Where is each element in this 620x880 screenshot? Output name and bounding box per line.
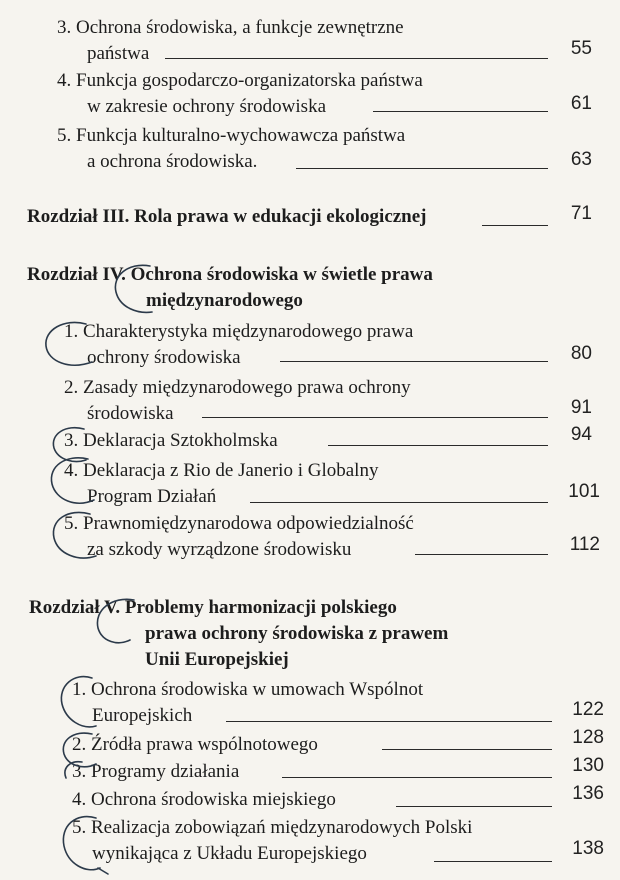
chapter-heading: Rozdział IV. Ochrona środowiska w świetle prawa bbox=[27, 264, 433, 285]
page-number: 128 bbox=[572, 727, 604, 748]
page-number: 94 bbox=[570, 424, 592, 445]
toc-entry-text: 1. Ochrona środowiska w umowach Wspólnot bbox=[72, 679, 424, 700]
toc-entry-text: środowiska bbox=[87, 403, 174, 424]
toc-entry-text: 5. Prawnomiędzynarodowa odpowiedzialność bbox=[64, 513, 414, 534]
pen-circle-mark bbox=[97, 599, 134, 642]
pen-circle-mark bbox=[115, 265, 152, 312]
page-number: 112 bbox=[569, 534, 600, 555]
toc-entry-text: 2. Źródła prawa wspólnotowego bbox=[72, 734, 318, 755]
page-number: 91 bbox=[570, 397, 592, 418]
page-number: 63 bbox=[570, 149, 592, 170]
pen-circle-mark bbox=[53, 512, 96, 558]
page-number: 55 bbox=[570, 38, 592, 59]
page-number: 80 bbox=[570, 343, 592, 364]
page-number: 130 bbox=[572, 755, 604, 776]
toc-entry-text: ochrony środowiska bbox=[87, 347, 241, 368]
pen-circle-mark bbox=[51, 458, 94, 503]
toc-entry-text: Europejskich bbox=[92, 705, 193, 726]
pen-circle-mark bbox=[61, 677, 96, 727]
toc-entry-text: 4. Deklaracja z Rio de Janerio i Globalny bbox=[64, 460, 379, 481]
chapter-heading: Rozdział III. Rola prawa w edukacji ekologicznej bbox=[27, 206, 427, 227]
toc-entry-text: państwa bbox=[87, 43, 150, 64]
toc-entry-text: 5. Funkcja kulturalno-wychowawcza państwa bbox=[57, 125, 406, 146]
pen-circle-mark bbox=[53, 428, 86, 462]
toc-entry-text: 3. Ochrona środowiska, a funkcje zewnętrzne bbox=[57, 17, 404, 38]
toc-entry-text: w zakresie ochrony środowiska bbox=[87, 96, 327, 117]
toc-entry-text: Program Działań bbox=[87, 486, 217, 507]
pen-circle-mark bbox=[98, 868, 108, 874]
toc-entry-text: 4. Funkcja gospodarczo-organizatorska państwa bbox=[57, 70, 423, 91]
pen-circle-mark bbox=[46, 322, 92, 365]
chapter-heading: prawa ochrony środowiska z prawem bbox=[145, 623, 449, 644]
toc-entry-text: 2. Zasady międzynarodowego prawa ochrony bbox=[64, 377, 411, 398]
page-number: 71 bbox=[570, 203, 592, 224]
page-number: 138 bbox=[572, 838, 604, 859]
pen-circle-mark bbox=[63, 817, 100, 870]
toc-entry-text: wynikająca z Układu Europejskiego bbox=[92, 843, 367, 864]
page-number: 61 bbox=[570, 93, 592, 114]
toc-entry-text: za szkody wyrządzone środowisku bbox=[87, 539, 352, 560]
toc-entry-text: a ochrona środowiska. bbox=[87, 151, 258, 172]
toc-entry-text: 4. Ochrona środowiska miejskiego bbox=[72, 789, 336, 810]
chapter-heading: międzynarodowego bbox=[146, 290, 303, 311]
chapter-heading: Rozdział V. Problemy harmonizacji polskiego bbox=[29, 597, 397, 618]
chapter-heading: Unii Europejskiej bbox=[145, 649, 289, 670]
toc-entry-text: 1. Charakterystyka międzynarodowego prawa bbox=[64, 321, 414, 342]
toc-entry-text: 5. Realizacja zobowiązań międzynarodowych Polski bbox=[72, 817, 473, 838]
toc-entry-text: 3. Programy działania bbox=[72, 761, 240, 782]
toc-entry-text: 3. Deklaracja Sztokholmska bbox=[64, 430, 278, 451]
page-number: 101 bbox=[568, 481, 600, 502]
page-number: 136 bbox=[572, 783, 604, 804]
page-number: 122 bbox=[572, 699, 604, 720]
